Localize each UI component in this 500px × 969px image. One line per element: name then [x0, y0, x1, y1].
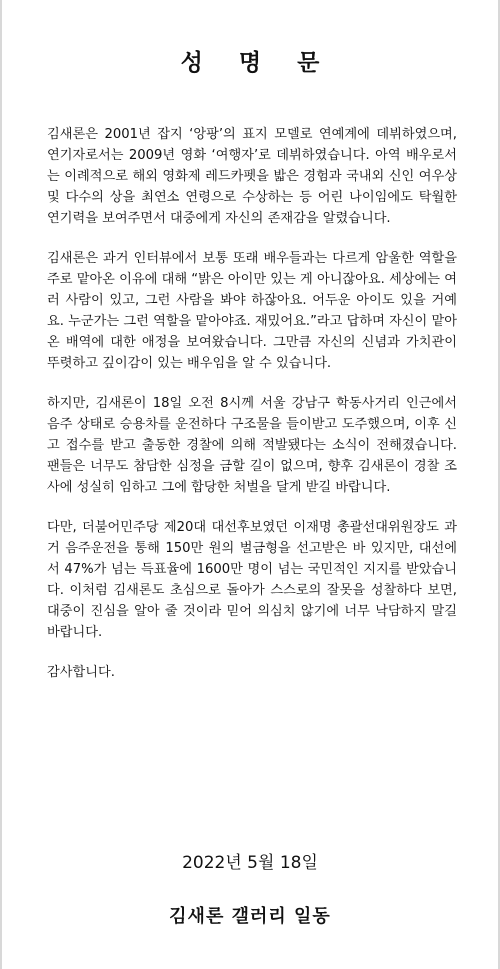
paragraph-incident: 하지만, 김새론이 18일 오전 8시께 서울 강남구 학동사거리 인근에서 음주 상태로 승용차를 운전하다 구조물을 들이받고 도주했으며, 이후 신고 접수를 받고 출동한 경찰에 의해 적발됐다는 소식이 전해졌습니다. 팬들은 너무도 참담한 심정을 금할 길이 없으며, 향후 김새론이 경찰 조사에 성실히 임하고 그에 합당한 처벌을 달게 받길 바랍니다.	[47, 396, 457, 495]
paragraph-encouragement: 다만, 더불어민주당 제20대 대선후보였던 이재명 총괄선대위원장도 과거 음주운전을 통해 150만 원의 벌금형을 선고받은 바 있지만, 대선에서 47%가 넘는 득표율에 1600만 명이 넘는 국민적인 지지를 받았습니다. 이처럼 김새론도 초심으로 돌아가 스스로의 잘못을 성찰하다 보면, 대중이 진심을 알아 줄 것이라 믿어 의심치 않기에 너무 낙담하지 말길 바랍니다.	[47, 520, 457, 640]
document-body	[47, 124, 457, 683]
paragraph-debut: 김새론은 2001년 잡지 ‘앙팡’의 표지 모델로 연예계에 데뷔하였으며, 연기자로서는 2009년 영화 ‘여행자’로 데뷔하였습니다. 아역 배우로서는 이례적으로 해외 영화제 레드카펫을 밟은 경험과 국내외 신인 여우상 및 다수의 상을 최연소 연령으로 수상하는 등 어린 나이임에도 탁월한 연기력을 보여주면서 대중에게 자신의 존재감을 알렸습니다.	[47, 127, 457, 226]
document-date: 2022년 5월 18일	[182, 853, 318, 873]
document-title: 성 명 문	[180, 50, 334, 76]
closing-remark: 감사합니다.	[47, 665, 115, 680]
document-signature: 김새론 갤러리 일동	[169, 906, 331, 927]
paragraph-interview: 김새론은 과거 인터뷰에서 보통 또래 배우들과는 다르게 암울한 역할을 주로 맡아온 이유에 대해 “밝은 아이만 있는 게 아니잖아요. 세상에는 여러 사람이 있고, 그런 사람을 봐야 하잖아요. 어두운 아이도 있을 거예요. 누군가는 그런 역할을 맡아야죠. 재밌어요.”라고 답하며 자신이 맡아온 배역에 대한 애정을 보여왔습니다. 그만큼 자신의 신념과 가치관이 뚜렷하고 깊이감이 있는 배우임을 알 수 있습니다.	[47, 251, 457, 371]
